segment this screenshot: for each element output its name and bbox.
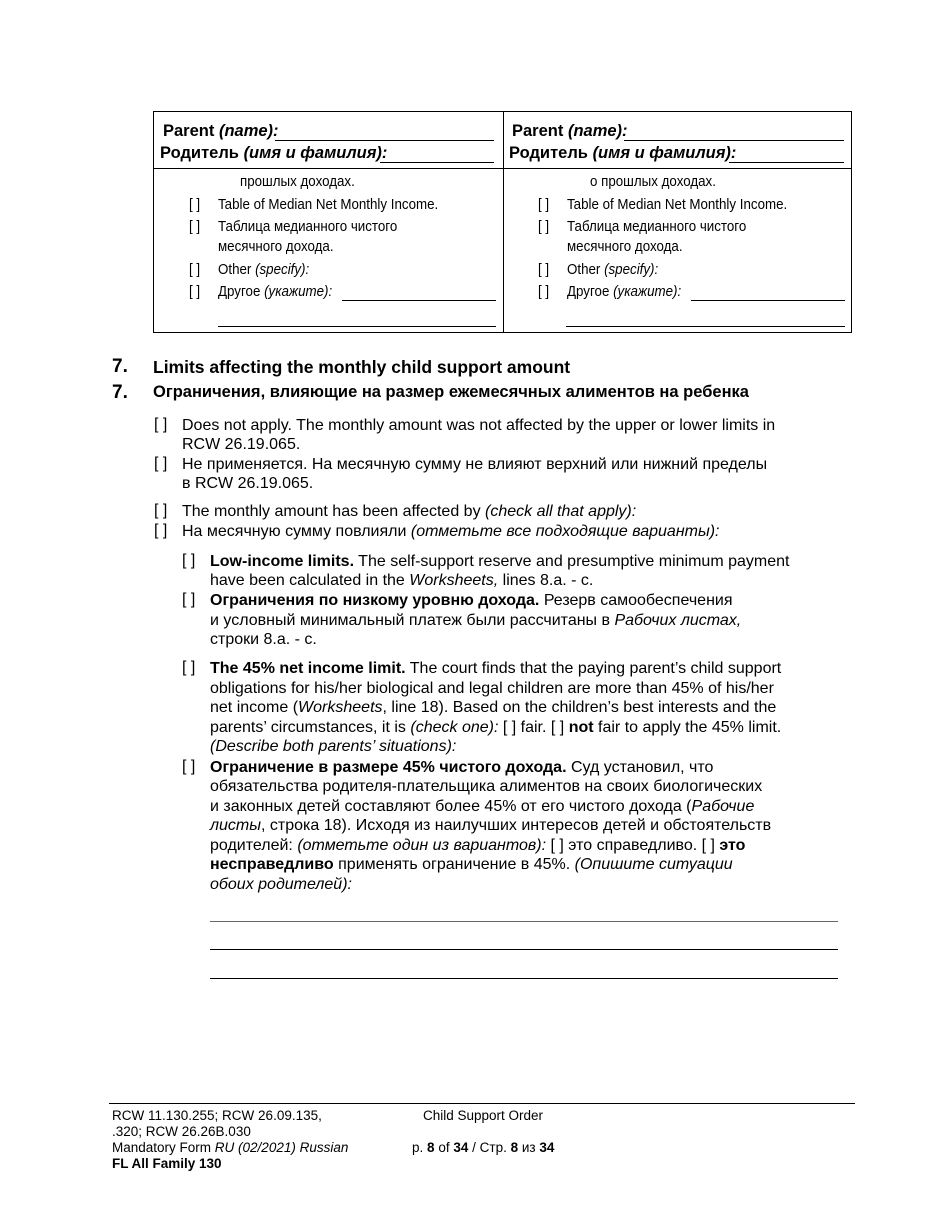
checkbox-affected[interactable]: [ ]: [154, 502, 168, 519]
footer-form-id: FL All Family 130: [112, 1156, 222, 1171]
checkbox-low-income-ru[interactable]: [ ]: [182, 591, 196, 608]
left-parent-name-row: Parent (name):: [163, 122, 279, 140]
left-checkbox-median[interactable]: [ ]: [189, 197, 201, 213]
net-income-text-2: obligations for his/her biological and legal children are more than 45% of his/her: [210, 680, 774, 697]
net-income-ru-text-2: обязательства родителя-плательщика алиментов на своих биологических: [210, 778, 763, 795]
right-parent-name-field[interactable]: [624, 140, 844, 141]
net-income-ru-text-1: Ограничение в размере 45% чистого дохода. Суд установил, что: [210, 759, 714, 776]
footer-form: Mandatory Form RU (02/2021) Russian: [112, 1140, 349, 1155]
parent-income-table: [153, 111, 852, 333]
low-income-ru-text-1: Ограничения по низкому уровню дохода. Резерв самообеспечения: [210, 592, 733, 609]
does-not-apply-ru-text: Не применяется. На месячную сумму не влияют верхний или нижний пределы: [182, 456, 768, 473]
right-other-field-2[interactable]: [566, 326, 845, 327]
left-other-ru-label: Другое (укажите):: [218, 284, 333, 300]
section-title-en: Limits affecting the monthly child support amount: [153, 357, 571, 377]
header-divider: [154, 168, 851, 169]
describe-line-1[interactable]: [210, 921, 838, 922]
low-income-text-2: have been calculated in the Worksheets, lines 8.a. - c.: [210, 572, 594, 589]
net-income-ru-text-6: несправедливо применять ограничение в 45%. (Опишите ситуации: [210, 856, 733, 873]
describe-line-2[interactable]: [210, 949, 838, 950]
net-income-ru-text-7: обоих родителей):: [210, 876, 352, 893]
checkbox-low-income[interactable]: [ ]: [182, 552, 196, 569]
right-parent-name-row: Parent (name):: [512, 122, 628, 140]
footer-rule: [109, 1103, 855, 1104]
net-income-ru-text-5: родителей: (отметьте один из вариантов): [ ] это справедливо. [ ] это: [210, 837, 746, 854]
left-parent-ru-field[interactable]: [380, 162, 494, 163]
right-checkbox-other[interactable]: [ ]: [538, 262, 550, 278]
checkbox-does-not-apply-ru[interactable]: [ ]: [154, 455, 168, 472]
left-parent-ru-row: Родитель (имя и фамилия):: [160, 144, 388, 162]
checkbox-net-income-ru[interactable]: [ ]: [182, 758, 196, 775]
section-number-ru: 7.: [112, 382, 128, 403]
right-checkbox-median[interactable]: [ ]: [538, 197, 550, 213]
left-parent-name-field[interactable]: [275, 140, 494, 141]
footer-rcw-2: .320; RCW 26.26B.030: [112, 1124, 251, 1139]
net-income-ru-text-3: и законных детей составляют более 45% от его чистого дохода (Рабочие: [210, 798, 755, 815]
column-divider: [503, 112, 504, 332]
section-title-ru: Ограничения, влияющие на размер ежемесячных алиментов на ребенка: [153, 383, 749, 401]
left-median-ru-label: Таблица медианного чистого: [218, 219, 398, 235]
footer-doc-title: Child Support Order: [423, 1108, 544, 1123]
right-median-ru-label: Таблица медианного чистого: [567, 219, 747, 235]
left-other-field[interactable]: [342, 300, 496, 301]
left-median-ru-label-2: месячного дохода.: [218, 239, 334, 255]
footer-rcw-1: RCW 11.130.255; RCW 26.09.135,: [112, 1108, 322, 1123]
left-other-field-2[interactable]: [218, 326, 496, 327]
net-income-text-3: net income (Worksheets, line 18). Based on the children’s best interests and the: [210, 699, 777, 716]
right-parent-ru-row: Родитель (имя и фамилия):: [509, 144, 737, 162]
left-median-label: Table of Median Net Monthly Income.: [218, 197, 439, 213]
does-not-apply-text: Does not apply. The monthly amount was not affected by the upper or lower limits in: [182, 417, 776, 434]
low-income-ru-text-2: и условный минимальный платеж были рассчитаны в Рабочих листах,: [210, 612, 742, 629]
net-income-ru-text-4: листы, строка 18). Исходя из наилучших интересов детей и обстоятельств: [210, 817, 772, 834]
left-checkbox-median-ru[interactable]: [ ]: [189, 219, 201, 235]
right-other-label: Other (specify):: [567, 262, 659, 278]
right-continued-text: о прошлых доходах.: [590, 174, 716, 190]
net-income-text-5: (Describe both parents’ situations):: [210, 738, 457, 755]
checkbox-does-not-apply[interactable]: [ ]: [154, 416, 168, 433]
does-not-apply-text-2: RCW 26.19.065.: [182, 436, 301, 453]
low-income-ru-text-3: строки 8.a. - c.: [210, 631, 317, 648]
right-other-field[interactable]: [691, 300, 845, 301]
checkbox-net-income[interactable]: [ ]: [182, 659, 196, 676]
describe-line-3[interactable]: [210, 978, 838, 979]
low-income-text-1: Low-income limits. The self-support reserve and presumptive minimum payment: [210, 553, 790, 570]
left-other-label: Other (specify):: [218, 262, 310, 278]
affected-ru-text: На месячную сумму повлияли (отметьте все подходящие варианты):: [182, 523, 720, 540]
left-checkbox-other-ru[interactable]: [ ]: [189, 284, 201, 300]
right-median-ru-label-2: месячного дохода.: [567, 239, 683, 255]
does-not-apply-ru-text-2: в RCW 26.19.065.: [182, 475, 314, 492]
right-checkbox-median-ru[interactable]: [ ]: [538, 219, 550, 235]
footer-page-number: p. 8 of 34 / Стр. 8 из 34: [412, 1140, 555, 1155]
left-continued-text: прошлых доходах.: [240, 174, 355, 190]
right-parent-ru-field[interactable]: [729, 162, 844, 163]
section-number: 7.: [112, 356, 128, 377]
right-median-label: Table of Median Net Monthly Income.: [567, 197, 788, 213]
right-checkbox-other-ru[interactable]: [ ]: [538, 284, 550, 300]
checkbox-affected-ru[interactable]: [ ]: [154, 522, 168, 539]
net-income-text-4: parents’ circumstances, it is (check one): [ ] fair. [ ] not fair to apply the 45% limit.: [210, 719, 782, 736]
left-checkbox-other[interactable]: [ ]: [189, 262, 201, 278]
net-income-text-1: The 45% net income limit. The court finds that the paying parent’s child support: [210, 660, 782, 677]
affected-text: The monthly amount has been affected by (check all that apply):: [182, 503, 637, 520]
right-other-ru-label: Другое (укажите):: [567, 284, 682, 300]
